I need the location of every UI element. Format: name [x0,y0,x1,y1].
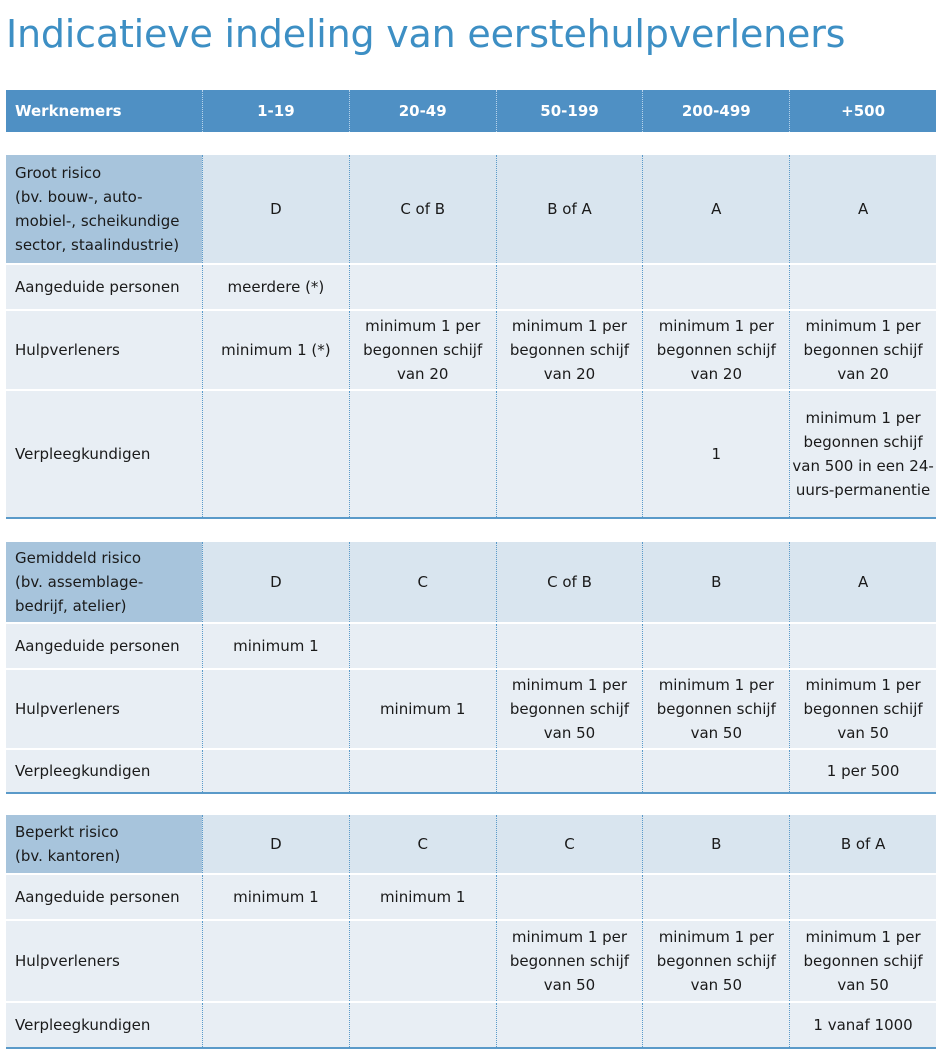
risk-label-line: Gemiddeld risico [15,549,142,567]
risk-level: B of A [496,155,643,263]
risk-level: B of A [789,815,936,873]
row-label: Verpleegkundigen [6,750,202,792]
table-row [6,670,936,748]
table-cell: minimum 1 per begonnen schijf van 20 [349,311,496,389]
header-col-500-plus: +500 [789,90,936,132]
row-label: Aangeduide personen [6,875,202,919]
table-row [6,624,936,668]
table-row [6,921,936,1001]
header-label: Werknemers [15,102,122,120]
table-row [6,391,936,517]
risk-level: C of B [349,155,496,263]
header-col-200-499: 200-499 [642,90,789,132]
table-cell: minimum 1 per begonnen schijf van 500 in een 24-uurs-permanentie [789,391,936,517]
risk-label-line: (bv. assemblage- [15,573,144,591]
risk-label [6,155,202,263]
table-row [6,750,936,792]
table-cell [202,750,349,792]
risk-level: C [496,815,643,873]
table-cell [642,624,789,668]
row-label: Hulpverleners [6,921,202,1001]
table-cell [349,265,496,309]
row-label: Aangeduide personen [6,265,202,309]
table-cell: minimum 1 [349,875,496,919]
table-cell: meerdere (*) [202,265,349,309]
table-cell [496,875,643,919]
table-row [6,311,936,389]
table-cell: minimum 1 (*) [202,311,349,389]
risk-level: A [642,155,789,263]
risk-level: C [349,542,496,622]
table-cell [789,624,936,668]
table-cell [349,921,496,1001]
header-col-50-199: 50-199 [496,90,643,132]
table-cell [349,750,496,792]
risk-row-beperkt [6,815,936,873]
table-header [6,90,936,132]
table-cell [202,1003,349,1047]
table-cell [496,391,643,517]
risk-label-line: Groot risico [15,164,102,182]
table-cell: minimum 1 [202,624,349,668]
header-col-1-19: 1-19 [202,90,349,132]
table-cell: minimum 1 per begonnen schijf van 50 [642,921,789,1001]
risk-row-gemiddeld [6,542,936,622]
table-cell: minimum 1 per begonnen schijf van 50 [642,670,789,748]
table-cell [642,265,789,309]
table-cell: minimum 1 [349,670,496,748]
risk-label-line: Beperkt risico [15,823,119,841]
table-cell: minimum 1 per begonnen schijf van 50 [496,921,643,1001]
risk-row-groot [6,155,936,263]
table-cell [642,875,789,919]
table-cell [202,921,349,1001]
table-cell: 1 per 500 [789,750,936,792]
section-divider [6,517,936,519]
header-col-20-49: 20-49 [349,90,496,132]
table-cell: minimum 1 per begonnen schijf van 20 [642,311,789,389]
table-cell: minimum 1 per begonnen schijf van 20 [789,311,936,389]
risk-label-line: bedrijf, atelier) [15,597,127,615]
table-cell: minimum 1 per begonnen schijf van 50 [496,670,643,748]
table-cell [349,1003,496,1047]
table-cell: minimum 1 per begonnen schijf van 50 [789,670,936,748]
table-cell [496,265,643,309]
table-cell: 1 [642,391,789,517]
table-cell [496,624,643,668]
row-label: Aangeduide personen [6,624,202,668]
table-cell [202,670,349,748]
table-cell: minimum 1 [202,875,349,919]
risk-level: A [789,155,936,263]
table-cell [789,265,936,309]
table-cell [349,391,496,517]
risk-label-line: sector, staalindustrie) [15,236,180,254]
table-cell: minimum 1 per begonnen schijf van 20 [496,311,643,389]
page-title: Indicatieve indeling van eerstehulpverleners [6,12,846,56]
table-cell [642,750,789,792]
risk-level: B [642,815,789,873]
table-row [6,265,936,309]
risk-level: C [349,815,496,873]
risk-level: B [642,542,789,622]
table-cell [349,624,496,668]
section-divider [6,1047,936,1049]
risk-label-line: (bv. bouw-, auto- [15,188,143,206]
table-cell [202,391,349,517]
table-row [6,875,936,919]
table-row [6,1003,936,1047]
table-cell [642,1003,789,1047]
risk-level: A [789,542,936,622]
risk-label [6,815,202,873]
row-label: Hulpverleners [6,311,202,389]
section-divider [6,792,936,794]
row-label: Verpleegkundigen [6,391,202,517]
table-cell: minimum 1 per begonnen schijf van 50 [789,921,936,1001]
risk-level: D [202,542,349,622]
risk-label-line: (bv. kantoren) [15,847,121,865]
risk-level: D [202,155,349,263]
row-label: Verpleegkundigen [6,1003,202,1047]
row-label: Hulpverleners [6,670,202,748]
risk-level: C of B [496,542,643,622]
table-cell [496,750,643,792]
risk-level: D [202,815,349,873]
table-cell [789,875,936,919]
table-cell: 1 vanaf 1000 [789,1003,936,1047]
risk-label [6,542,202,622]
risk-label-line: mobiel-, scheikundige [15,212,180,230]
table-cell [496,1003,643,1047]
